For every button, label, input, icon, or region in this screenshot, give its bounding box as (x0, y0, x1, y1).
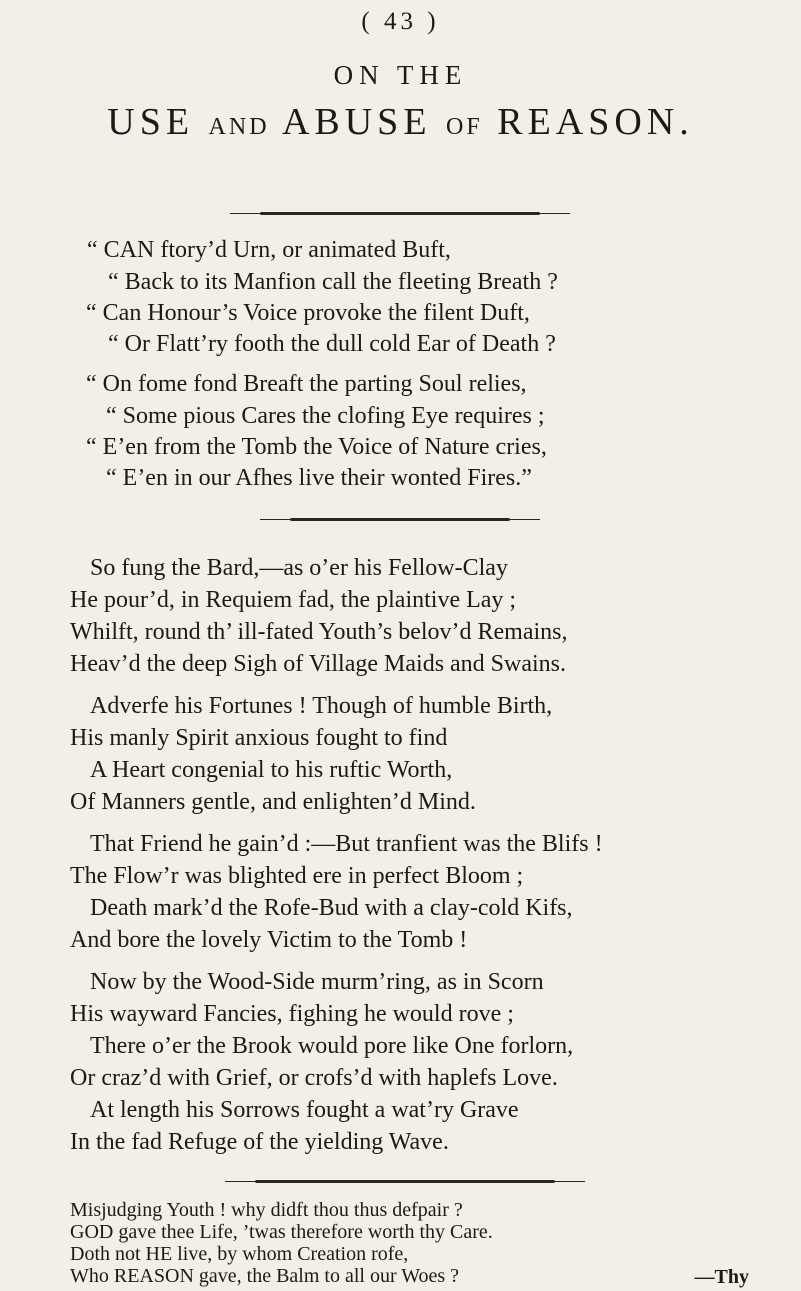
page-number: ( 43 ) (361, 8, 440, 35)
title-word-and: AND (208, 114, 270, 140)
epigraph-line: “ Back to its Manfion call the fleeting Breath ? (108, 269, 558, 295)
epigraph-line: “ Or Flatt’ry footh the dull cold Ear of Death ? (108, 331, 556, 357)
poem-line: And bore the lovely Victim to the Tomb ! (70, 927, 468, 953)
poem-line: Doth not HE live, by whom Creation rofe, (70, 1243, 409, 1265)
divider-rule-2 (290, 518, 510, 521)
poem-line: Misjudging Youth ! why didft thou thus defpair ? (70, 1199, 463, 1221)
poem-line: His wayward Fancies, fighing he would rove ; (70, 1001, 514, 1027)
poem-line: There o’er the Brook would pore like One forlorn, (90, 1033, 574, 1059)
epigraph-line: “ Can Honour’s Voice provoke the filent Duft, (86, 300, 530, 326)
title-word-abuse: ABUSE (281, 101, 432, 143)
divider-rule-1 (260, 212, 540, 215)
poem-line: Who REASON gave, the Balm to all our Woes ? (70, 1265, 460, 1287)
poem-line: So fung the Bard,—as o’er his Fellow-Clay (90, 555, 508, 581)
poem-line: Adverfe his Fortunes ! Though of humble Birth, (90, 693, 553, 719)
poem-line: Heav’d the deep Sigh of Village Maids and Swains. (70, 651, 567, 677)
epigraph-line: “ On fome fond Breaft the parting Soul relies, (86, 371, 527, 397)
poem-line: GOD gave thee Life, ’twas therefore worth thy Care. (70, 1221, 493, 1243)
poem-line: Or craz’d with Grief, or crofs’d with haplefs Love. (70, 1065, 558, 1091)
poem-line: Of Manners gentle, and enlighten’d Mind. (70, 789, 476, 815)
title-word-reason: REASON. (497, 101, 694, 143)
poem-line: At length his Sorrows fought a wat’ry Grave (90, 1097, 519, 1123)
poem-line: That Friend he gain’d :—But tranfient was the Blifs ! (90, 831, 603, 857)
poem-line: He pour’d, in Requiem fad, the plaintive Lay ; (70, 587, 517, 613)
title-line-2 (0, 100, 801, 144)
epigraph-line: “ CAN ftory’d Urn, or animated Buft, (87, 237, 451, 263)
title-line-1: ON THE (333, 60, 468, 90)
poem-line: A Heart congenial to his ruftic Worth, (90, 757, 453, 783)
catchword: —Thy (694, 1266, 749, 1288)
epigraph-line: “ Some pious Cares the clofing Eye requires ; (106, 403, 545, 429)
title-word-use: USE (107, 101, 195, 143)
poem-line: The Flow’r was blighted ere in perfect Bloom ; (70, 863, 524, 889)
title-word-of: OF (446, 114, 483, 140)
epigraph-line: “ E’en in our Afhes live their wonted Fires.” (106, 465, 532, 491)
divider-rule-3 (255, 1180, 555, 1183)
poem-line: Death mark’d the Rofe-Bud with a clay-cold Kifs, (90, 895, 573, 921)
poem-line: In the fad Refuge of the yielding Wave. (70, 1129, 449, 1155)
epigraph-line: “ E’en from the Tomb the Voice of Nature cries, (86, 434, 547, 460)
poem-line: Now by the Wood-Side murm’ring, as in Scorn (90, 969, 544, 995)
poem-line: His manly Spirit anxious fought to find (70, 725, 448, 751)
poem-line: Whilft, round th’ ill-fated Youth’s belov’d Remains, (70, 619, 568, 645)
